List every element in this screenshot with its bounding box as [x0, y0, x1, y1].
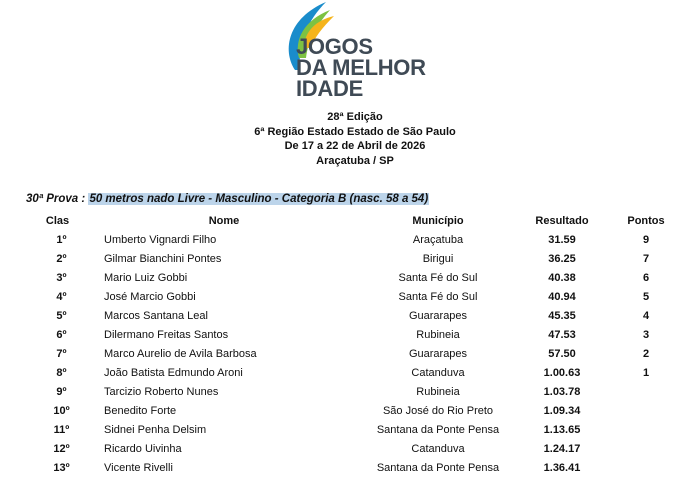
row-resultado: 36.25	[548, 252, 576, 265]
edition: 28ª Edição	[327, 111, 383, 123]
row-nome: Mario Luiz Gobbi	[104, 271, 188, 284]
table-header-row	[26, 212, 685, 230]
table-row	[26, 382, 685, 401]
row-clas: 11º	[53, 423, 70, 436]
row-resultado: 1.24.17	[543, 442, 581, 455]
logo-line-1: JOGOS	[296, 34, 373, 59]
row-nome: Vicente Rivelli	[104, 461, 173, 474]
row-pontos: 1	[642, 366, 650, 379]
col-clas: Clas	[45, 215, 70, 227]
row-clas: 13º	[53, 461, 70, 474]
row-nome: Benedito Forte	[104, 404, 177, 417]
row-pontos: 2	[642, 347, 650, 360]
row-municipio: Catanduva	[411, 442, 465, 455]
row-clas: 8º	[56, 366, 67, 379]
location: Araçatuba / SP	[316, 154, 394, 167]
row-municipio: Santana da Ponte Pensa	[376, 461, 500, 474]
row-clas: 10º	[53, 404, 70, 417]
row-clas: 7º	[56, 347, 67, 360]
row-clas: 3º	[56, 271, 67, 284]
event-prefix: 30ª Prova :	[26, 193, 86, 205]
row-resultado: 1.13.65	[543, 423, 581, 436]
row-resultado: 1.36.41	[543, 461, 581, 474]
row-clas: 2º	[56, 252, 67, 265]
table-row	[26, 249, 685, 268]
row-resultado: 1.09.34	[543, 404, 581, 417]
col-resultado: Resultado	[535, 215, 589, 227]
row-nome: Gilmar Bianchini Pontes	[104, 252, 222, 265]
row-municipio: Santa Fé do Sul	[398, 290, 478, 303]
row-pontos: 9	[642, 233, 650, 246]
row-resultado: 57.50	[548, 347, 576, 360]
table-row	[26, 458, 685, 477]
row-pontos	[607, 458, 685, 477]
logo-line-3: IDADE	[296, 76, 363, 101]
table-row	[26, 363, 685, 382]
row-municipio: Catanduva	[411, 366, 465, 379]
row-pontos: 5	[642, 290, 650, 303]
row-nome: Sidnei Penha Delsim	[104, 423, 207, 436]
row-nome: Tarcizio Roberto Nunes	[104, 385, 219, 398]
row-nome: Dilermano Freitas Santos	[104, 328, 229, 341]
row-resultado: 40.38	[548, 271, 576, 284]
row-municipio: Birigui	[422, 252, 454, 265]
row-clas: 4º	[56, 290, 67, 303]
row-resultado: 40.94	[548, 290, 576, 303]
row-clas: 12º	[53, 442, 70, 455]
table-row	[26, 439, 685, 458]
row-nome: Ricardo Uivinha	[104, 442, 182, 455]
row-pontos	[607, 420, 685, 439]
col-nome: Nome	[208, 215, 240, 227]
row-clas: 9º	[56, 385, 67, 398]
row-clas: 1º	[56, 233, 67, 246]
row-municipio: Santa Fé do Sul	[398, 271, 478, 284]
row-resultado: 45.35	[548, 309, 576, 322]
event-header	[0, 110, 698, 168]
row-resultado: 47.53	[548, 328, 576, 341]
event-description: 50 metros nado Livre - Masculino - Categoria B (nasc. 58 a 54)	[89, 193, 429, 205]
row-municipio: Rubineia	[416, 385, 460, 398]
table-row	[26, 230, 685, 249]
row-nome: Umberto Vignardi Filho	[104, 233, 217, 246]
row-pontos	[607, 382, 685, 401]
logo-wordmark	[296, 36, 426, 99]
table-row	[26, 287, 685, 306]
row-clas: 5º	[56, 309, 67, 322]
row-clas: 6º	[56, 328, 67, 341]
row-pontos	[607, 439, 685, 458]
table-row	[26, 325, 685, 344]
table-row	[26, 306, 685, 325]
row-municipio: Araçatuba	[412, 233, 464, 246]
row-pontos: 7	[642, 252, 650, 265]
row-municipio: Rubineia	[416, 328, 460, 341]
col-municipio: Município	[412, 215, 464, 227]
table-row	[26, 268, 685, 287]
results-table	[26, 212, 685, 477]
row-municipio: São José do Rio Preto	[382, 404, 494, 417]
row-pontos: 6	[642, 271, 650, 284]
dates: De 17 a 22 de Abril de 2026	[284, 140, 426, 153]
row-resultado: 1.03.78	[543, 385, 581, 398]
row-pontos: 3	[642, 328, 650, 341]
table-row	[26, 401, 685, 420]
row-nome: Marcos Santana Leal	[104, 309, 208, 322]
row-resultado: 1.00.63	[543, 366, 581, 379]
row-nome: Marco Aurelio de Avila Barbosa	[104, 347, 257, 360]
row-municipio: Guararapes	[408, 309, 468, 322]
table-row	[26, 420, 685, 439]
row-nome: João Batista Edmundo Aroni	[104, 366, 243, 379]
row-resultado: 31.59	[548, 233, 576, 246]
row-pontos	[607, 401, 685, 420]
row-municipio: Guararapes	[408, 347, 468, 360]
col-pontos: Pontos	[627, 215, 665, 227]
logo-line-2: DA MELHOR	[296, 55, 426, 80]
row-nome: José Marcio Gobbi	[104, 290, 196, 303]
event-title	[26, 193, 429, 205]
table-row	[26, 344, 685, 363]
region: 6ª Região Estado Estado de São Paulo	[254, 125, 456, 138]
row-municipio: Santana da Ponte Pensa	[376, 423, 500, 436]
row-pontos: 4	[642, 309, 650, 322]
